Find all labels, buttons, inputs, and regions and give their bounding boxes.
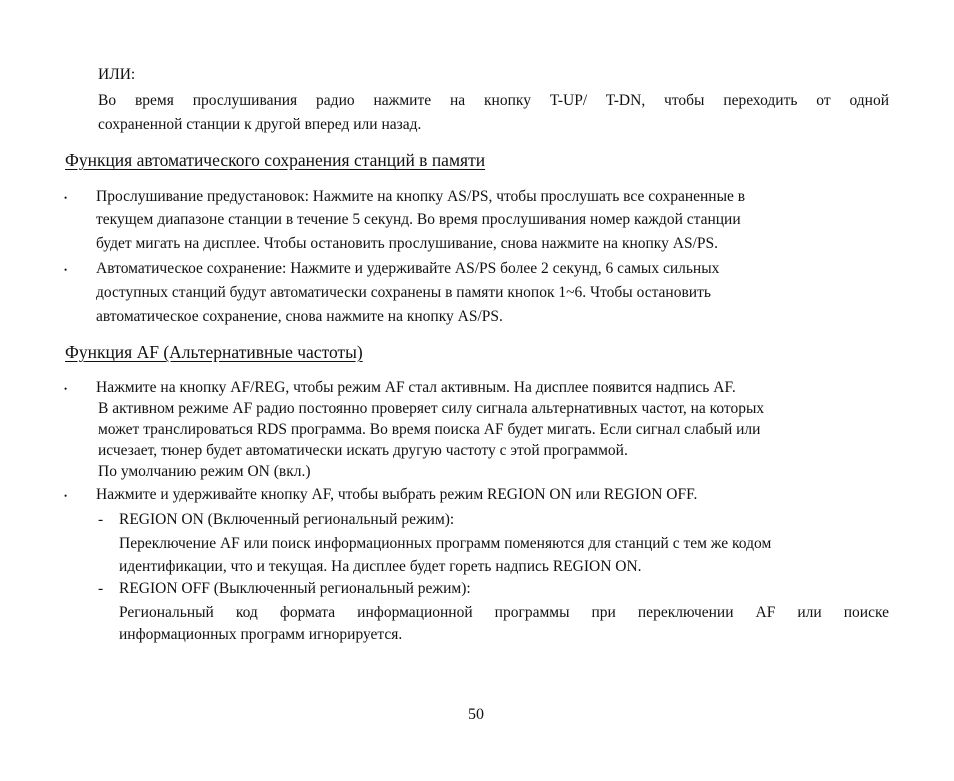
af-item1-line-2: В активном режиме AF радио постоянно проверяет силу сигнала альтернативных частот, на которых: [98, 400, 765, 417]
intro-line-2: сохраненной станции к другой вперед или назад.: [98, 116, 422, 133]
section-heading-af: Функция AF (Альтернативные частоты): [65, 342, 363, 362]
dash-icon: -: [98, 580, 104, 597]
region-off-title: REGION OFF (Выключенный региональный режим):: [119, 580, 471, 597]
af-item2-line: Нажмите и удерживайте кнопку AF, чтобы выбрать режим REGION ON или REGION OFF.: [96, 486, 698, 503]
af-item1-line-4: исчезает, тюнер будет автоматически искать другую частоту с этой программой.: [98, 442, 628, 459]
dash-icon: -: [98, 511, 104, 528]
bullet-icon: •: [64, 384, 68, 394]
bullet-icon: •: [64, 265, 68, 275]
autosave-item2-line-2: доступных станций будут автоматически сохранены в памяти кнопок 1~6. Чтобы остановить: [96, 284, 711, 301]
region-on-title: REGION ON (Включенный региональный режим):: [119, 511, 455, 528]
af-item1-line-1: Нажмите на кнопку AF/REG, чтобы режим AF стал активным. На дисплее появится надпись AF.: [96, 379, 736, 396]
bullet-icon: •: [64, 491, 68, 501]
autosave-item1-line-2: текущем диапазоне станции в течение 5 секунд. Во время прослушивания номер каждой станции: [96, 211, 741, 228]
autosave-item1-line-3: будет мигать на дисплее. Чтобы остановить прослушивание, снова нажмите на кнопку AS/PS.: [96, 235, 718, 252]
af-item1-line-3: может транслироваться RDS программа. Во время поиска AF будет мигать. Если сигнал слабый или: [98, 421, 761, 438]
af-item1-line-5: По умолчанию режим ON (вкл.): [98, 463, 311, 480]
autosave-item1-line-1: Прослушивание предустановок: Нажмите на кнопку AS/PS, чтобы прослушать все сохраненные в: [96, 188, 746, 205]
page-number: 50: [468, 706, 484, 723]
region-off-line-2: информационных программ игнорируется.: [119, 626, 403, 643]
autosave-item2-line-1: Автоматическое сохранение: Нажмите и удерживайте AS/PS более 2 секунд, 6 самых сильных: [96, 260, 720, 277]
or-label: ИЛИ:: [98, 66, 136, 83]
bullet-icon: •: [64, 193, 68, 203]
section-heading-autosave: Функция автоматического сохранения станций в памяти: [65, 150, 486, 170]
region-on-line-1: Переключение AF или поиск информационных программ поменяются для станций с тем же кодом: [119, 535, 772, 552]
intro-line-1: Во время прослушивания радио нажмите на кнопку T-UP/ T-DN, чтобы переходить от одной: [98, 92, 889, 109]
region-off-line-1: Региональный код формата информационной программы при переключении AF или поиске: [119, 604, 889, 621]
region-on-line-2: идентификации, что и текущая. На дисплее будет гореть надпись REGION ON.: [119, 558, 642, 575]
autosave-item2-line-3: автоматическое сохранение, снова нажмите на кнопку AS/PS.: [96, 308, 503, 325]
